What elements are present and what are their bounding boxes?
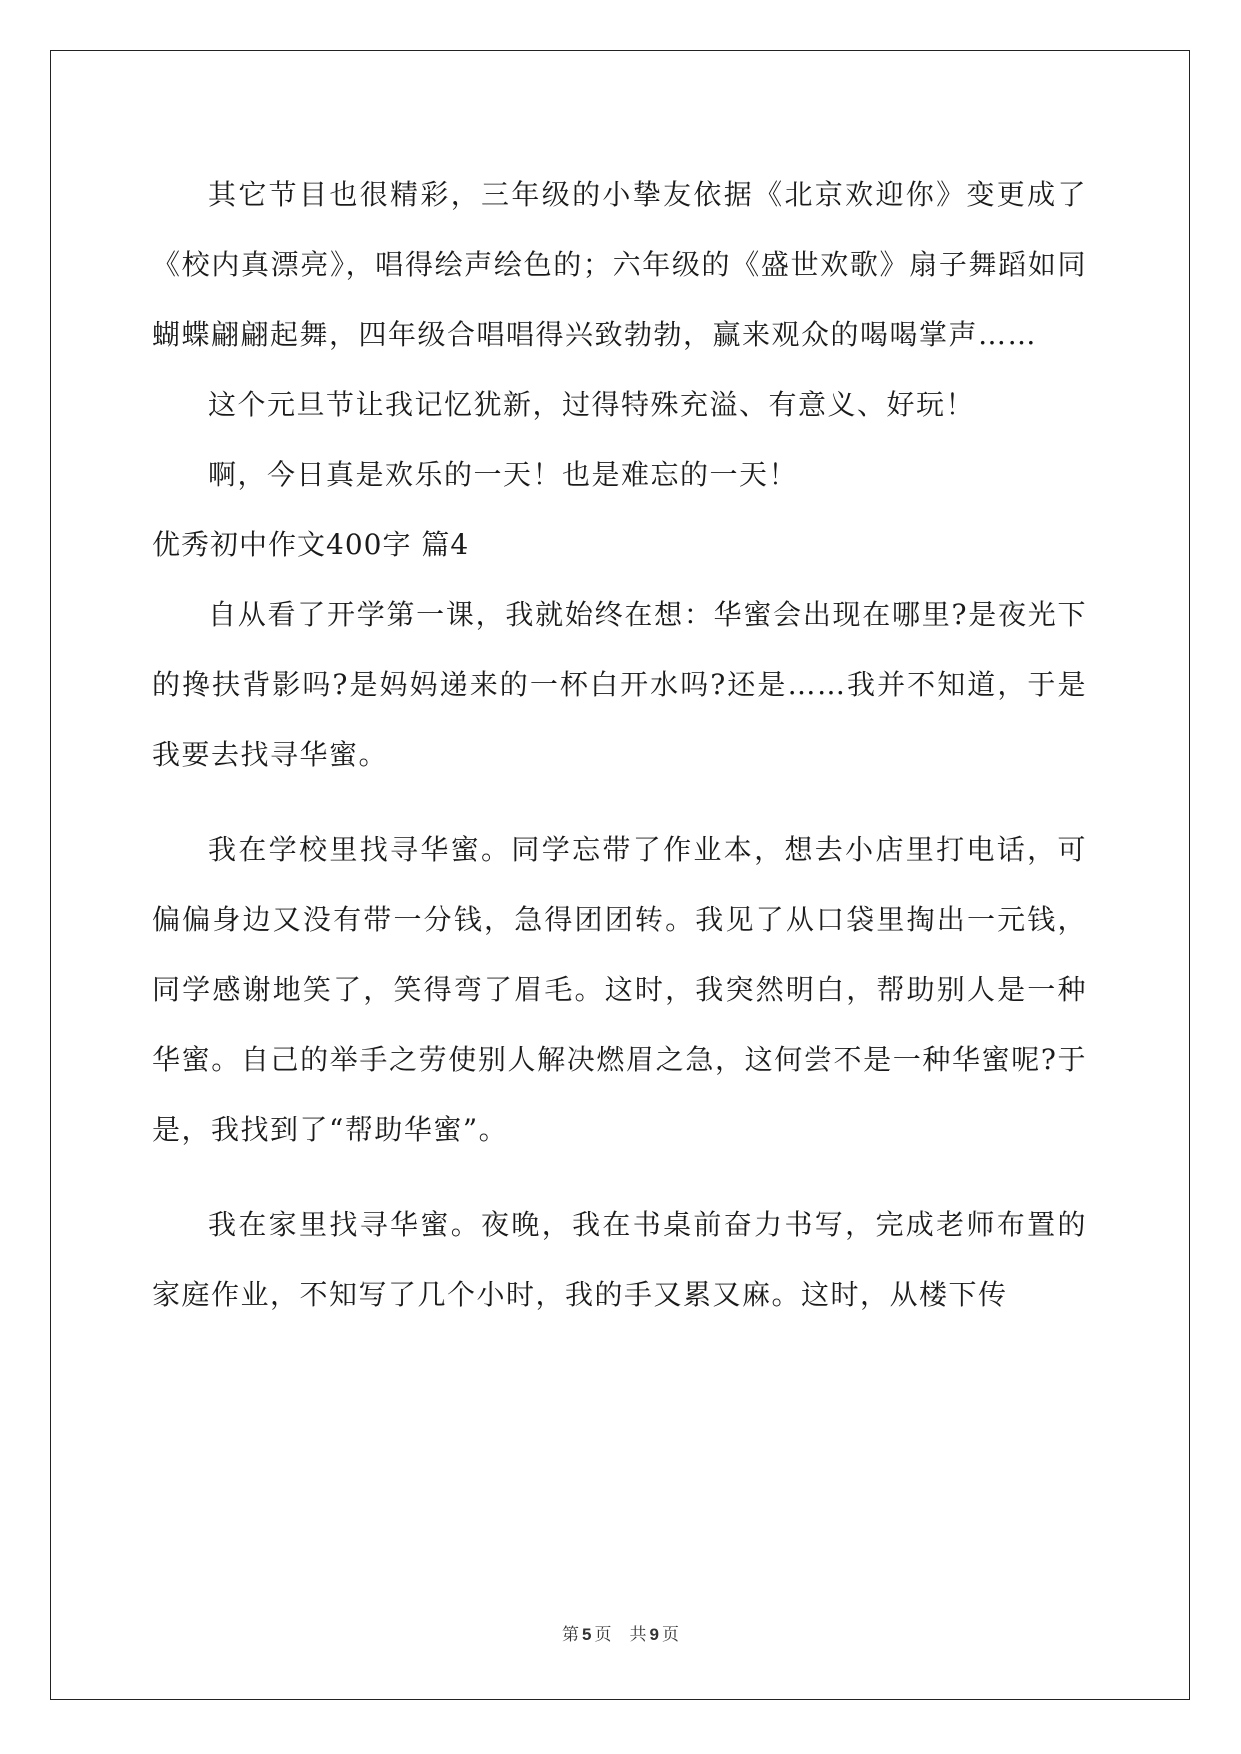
page-prefix: 第 bbox=[562, 1625, 580, 1644]
total-prefix: 共 bbox=[629, 1625, 647, 1644]
paragraph-new-year: 这个元旦节让我记忆犹新，过得特殊充溢、有意义、好玩！ bbox=[208, 388, 976, 421]
paragraph-happy-day: 啊，今日真是欢乐的一天！也是难忘的一天！ bbox=[208, 458, 799, 491]
paragraph-programs: 其它节目也很精彩，三年级的小挚友依据《北京欢迎你》变更成了《校内真漂亮》，唱得绘声绘色的；六年级的《盛世欢歌》扇子舞蹈如同蝴蝶翩翩起舞，四年级合唱唱得兴致勃勃，赢来观众的喝喝掌声…… bbox=[152, 178, 1087, 351]
page-suffix: 页 bbox=[594, 1625, 612, 1644]
paragraph-home: 我在家里找寻华蜜。夜晚，我在书桌前奋力书写，完成老师布置的家庭作业，不知写了几个小时，我的手又累又麻。这时，从楼下传 bbox=[152, 1208, 1087, 1311]
paragraph-intro: 自从看了开学第一课，我就始终在想：华蜜会出现在哪里?是夜光下的搀扶背影吗?是妈妈递来的一杯白开水吗?还是……我并不知道，于是我要去找寻华蜜。 bbox=[152, 598, 1087, 771]
total-suffix: 页 bbox=[661, 1625, 679, 1644]
document-body bbox=[152, 160, 1087, 1330]
paragraph-school: 我在学校里找寻华蜜。同学忘带了作业本，想去小店里打电话，可偏偏身边又没有带一分钱，急得团团转。我见了从口袋里掏出一元钱，同学感谢地笑了，笑得弯了眉毛。这时，我突然明白，帮助别人是一种华蜜。自己的举手之劳使别人解决燃眉之急，这何尝不是一种华蜜呢?于是，我找到了“帮助华蜜”。 bbox=[152, 833, 1087, 1146]
section-heading: 优秀初中作文400字 篇4 bbox=[152, 528, 470, 561]
page-footer bbox=[0, 1620, 1241, 1645]
total-pages: 9 bbox=[649, 1625, 659, 1644]
page-number: 5 bbox=[582, 1625, 592, 1644]
